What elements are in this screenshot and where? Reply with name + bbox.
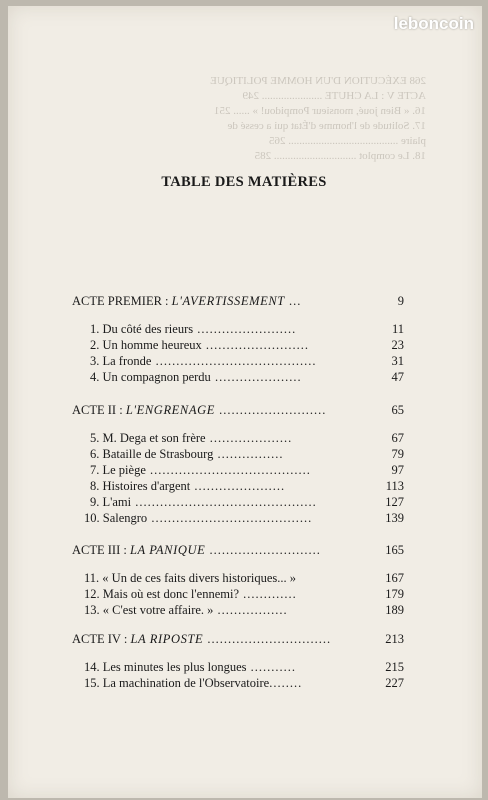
act-name: L'AVERTISSEMENT bbox=[171, 294, 285, 308]
page-number: 139 bbox=[385, 511, 404, 525]
leader-dots: ... bbox=[284, 294, 302, 308]
leader-dots: ..................... bbox=[210, 370, 302, 384]
chapter-title: Salengro bbox=[102, 511, 148, 525]
chapter-title: Bataille de Strasbourg bbox=[102, 447, 214, 461]
page-number: 67 bbox=[391, 431, 404, 445]
leader-dots: ............. bbox=[239, 587, 297, 601]
chapter-number: 1. bbox=[90, 322, 100, 336]
bleed-line: ACTE V : LA CHUTE ...................... 249 bbox=[242, 90, 426, 102]
bleed-line: 18. Le complot .............................. 285 bbox=[254, 150, 426, 162]
page-number: 11 bbox=[391, 322, 404, 336]
leader-dots: ...................... bbox=[190, 479, 286, 493]
toc-entry bbox=[0, 337, 488, 353]
page-number: 79 bbox=[391, 447, 404, 461]
leader-dots: .......................... bbox=[214, 403, 327, 417]
toc-entry bbox=[0, 494, 488, 510]
page-number: 215 bbox=[385, 660, 404, 674]
page-number: 97 bbox=[391, 463, 404, 477]
chapter-number: 4. bbox=[90, 370, 100, 384]
toc-entry bbox=[0, 602, 482, 618]
toc-entry bbox=[0, 369, 488, 385]
chapter-number: 8. bbox=[90, 479, 100, 493]
page-number: 47 bbox=[391, 370, 404, 384]
chapter-number: 7. bbox=[90, 463, 100, 477]
chapter-number: 9. bbox=[90, 495, 100, 509]
page-number: 127 bbox=[385, 495, 404, 509]
chapter-title: « Un de ces faits divers historiques... » bbox=[102, 571, 297, 585]
bleed-line: 16. « Bien joué, monsieur Pompidou! » ...... 251 bbox=[213, 105, 426, 117]
page-number: 167 bbox=[385, 571, 404, 585]
leader-dots: ........................ bbox=[193, 322, 297, 336]
page-number: 9 bbox=[397, 294, 404, 308]
page-number: 165 bbox=[385, 543, 404, 557]
chapter-title: Les minutes les plus longues bbox=[102, 660, 247, 674]
leader-dots: ............................................ bbox=[131, 495, 317, 509]
chapter-title: L'ami bbox=[102, 495, 132, 509]
page-number: 31 bbox=[391, 354, 404, 368]
chapter-number: 10. bbox=[84, 511, 100, 525]
leader-dots: ........................... bbox=[205, 543, 321, 557]
toc-entry bbox=[0, 510, 482, 526]
bleed-line: plaire ........................................ 265 bbox=[268, 135, 426, 147]
act-label: ACTE II : bbox=[72, 403, 123, 417]
page-number: 213 bbox=[385, 632, 404, 646]
leader-dots: ................. bbox=[213, 603, 288, 617]
chapter-number: 2. bbox=[90, 338, 100, 352]
act-name: L'ENGRENAGE bbox=[125, 403, 215, 417]
chapter-number: 15. bbox=[84, 676, 100, 690]
leader-dots: ........ bbox=[269, 676, 303, 690]
leader-dots: ................ bbox=[213, 447, 284, 461]
leader-dots: .................... bbox=[205, 431, 293, 445]
act-heading bbox=[0, 293, 488, 309]
bleed-line: 268 EXÉCUTION D'UN HOMME POLITIQUE bbox=[210, 75, 426, 87]
chapter-title: M. Dega et son frère bbox=[102, 431, 206, 445]
chapter-title: Le piège bbox=[102, 463, 146, 477]
act-name: LA RIPOSTE bbox=[130, 632, 204, 646]
toc-entry bbox=[0, 659, 482, 675]
page-number: 227 bbox=[385, 676, 404, 690]
chapter-title: Du côté des rieurs bbox=[102, 322, 194, 336]
leboncoin-watermark: leboncoin bbox=[393, 14, 474, 33]
chapter-title: La fronde bbox=[102, 354, 152, 368]
chapter-number: 11. bbox=[84, 571, 100, 585]
leader-dots: ....................................... bbox=[151, 354, 317, 368]
page-number: 189 bbox=[385, 603, 404, 617]
leader-dots: ........... bbox=[246, 660, 296, 674]
toc-entry bbox=[0, 353, 488, 369]
toc-entry bbox=[0, 430, 488, 446]
act-heading bbox=[0, 631, 488, 647]
toc-entry bbox=[0, 675, 482, 691]
page-number: 65 bbox=[391, 403, 404, 417]
chapter-number: 5. bbox=[90, 431, 100, 445]
chapter-number: 14. bbox=[84, 660, 100, 674]
chapter-title: Mais où est donc l'ennemi? bbox=[102, 587, 239, 601]
toc-entry bbox=[0, 478, 488, 494]
chapter-title: Histoires d'argent bbox=[102, 479, 191, 493]
chapter-title: La machination de l'Observatoire bbox=[102, 676, 270, 690]
act-label: ACTE III : bbox=[72, 543, 127, 557]
chapter-number: 12. bbox=[84, 587, 100, 601]
chapter-title: Un homme heureux bbox=[102, 338, 202, 352]
toc-entry bbox=[0, 586, 482, 602]
toc-entry bbox=[0, 321, 488, 337]
toc-entry bbox=[0, 446, 488, 462]
act-name: LA PANIQUE bbox=[129, 543, 206, 557]
leader-dots: .............................. bbox=[203, 632, 332, 646]
chapter-title: Un compagnon perdu bbox=[102, 370, 211, 384]
page-number: 23 bbox=[391, 338, 404, 352]
chapter-number: 13. bbox=[84, 603, 100, 617]
chapter-number: 3. bbox=[90, 354, 100, 368]
leader-dots: ....................................... bbox=[145, 463, 311, 477]
toc-title: TABLE DES MATIÈRES bbox=[161, 174, 327, 190]
page-number: 179 bbox=[385, 587, 404, 601]
toc-entry bbox=[0, 570, 482, 586]
leader-dots: ....................................... bbox=[147, 511, 313, 525]
toc-entry bbox=[0, 462, 488, 478]
act-heading bbox=[0, 542, 488, 558]
chapter-title: « C'est votre affaire. » bbox=[102, 603, 214, 617]
bleed-line: 17. Solitude de l'homme d'État qui a cessé de bbox=[227, 120, 426, 132]
page-number: 113 bbox=[385, 479, 404, 493]
act-label: ACTE IV : bbox=[72, 632, 128, 646]
act-heading bbox=[0, 402, 488, 418]
leader-dots: ......................... bbox=[201, 338, 310, 352]
chapter-number: 6. bbox=[90, 447, 100, 461]
bleed-through-text bbox=[66, 74, 426, 164]
act-label: ACTE PREMIER : bbox=[72, 294, 169, 308]
